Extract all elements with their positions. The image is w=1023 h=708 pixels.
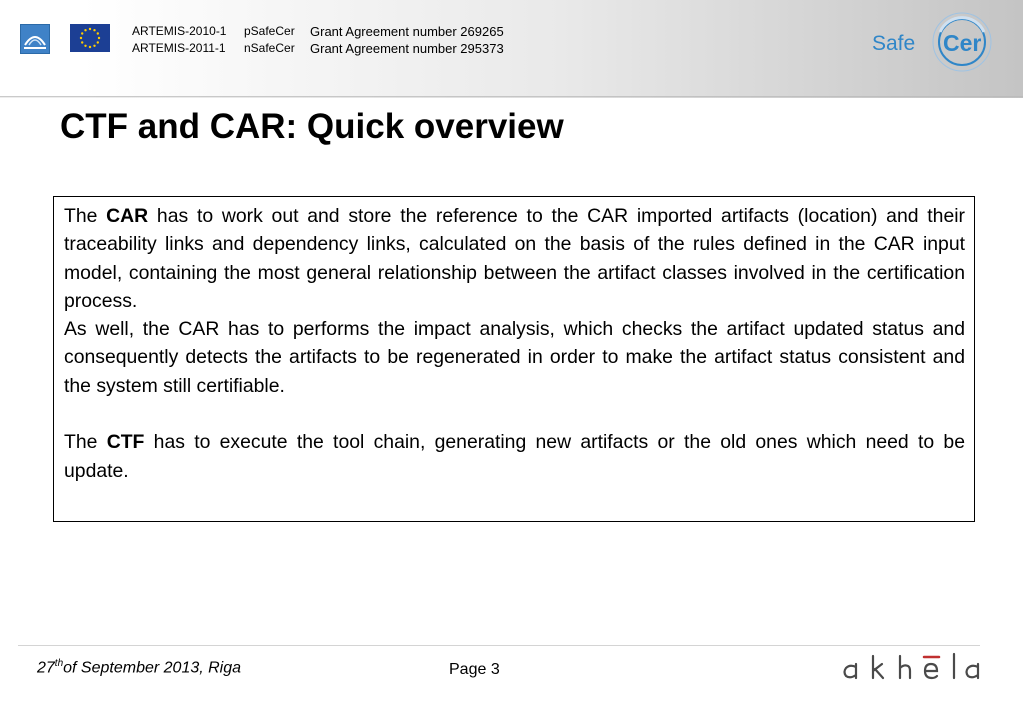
grant-row (132, 40, 504, 57)
impact-paragraph: As well, the CAR has to performs the impact analysis, which checks the artifact updated status and consequently detects the artifacts to be regenerated in order to make the artifact status consistent and the system still certifiable. (64, 318, 965, 397)
project-name: pSafeCer (244, 24, 295, 38)
eu-flag-icon (70, 24, 110, 52)
eu-star-icon (93, 29, 95, 31)
project-name: nSafeCer (244, 41, 295, 55)
svg-text:Safe: Safe (872, 32, 916, 55)
grant-info (132, 23, 504, 57)
safecer-logo (870, 12, 995, 72)
eu-star-icon (84, 45, 86, 47)
eu-star-icon (89, 28, 91, 30)
ctf-paragraph: The CTF has to execute the tool chain, generating new artifacts or the old ones which need to be update. (64, 431, 965, 482)
eu-star-icon (80, 37, 82, 39)
grant-number: Grant Agreement number 269265 (310, 24, 504, 39)
slide-title: CTF and CAR: Quick overview (60, 107, 564, 146)
eu-star-icon (93, 45, 95, 47)
car-term: CAR (106, 205, 149, 227)
eu-star-icon (98, 37, 100, 39)
eu-star-icon (97, 32, 99, 34)
slide-header (0, 0, 1023, 98)
eu-star-icon (81, 41, 83, 43)
content-box (53, 196, 975, 522)
eu-star-icon (97, 41, 99, 43)
eu-star-icon (81, 32, 83, 34)
eu-star-icon (84, 29, 86, 31)
page-number: Page 3 (449, 661, 500, 678)
program-id: ARTEMIS-2010-1 (132, 24, 227, 38)
header-divider (0, 96, 1023, 98)
grant-number: Grant Agreement number 295373 (310, 41, 504, 56)
artemis-logo (20, 24, 50, 54)
footer-divider (18, 645, 980, 646)
footer-date: 27thof September 2013, Riga (37, 658, 242, 677)
ctf-term: CTF (106, 431, 145, 454)
grant-row (132, 23, 504, 40)
program-id: ARTEMIS-2011-1 (132, 41, 226, 55)
akhela-logo (838, 644, 983, 684)
car-paragraph: The CAR has to work out and store the reference to the CAR imported artifacts (location) and their traceability links and dependency links, calculated on the basis of the rules defined in the CAR input model, containing the most general relationship between the artifact classes involved in the certification process. (64, 205, 965, 312)
svg-text:Cer: Cer (943, 30, 982, 56)
eu-star-icon (89, 46, 91, 48)
